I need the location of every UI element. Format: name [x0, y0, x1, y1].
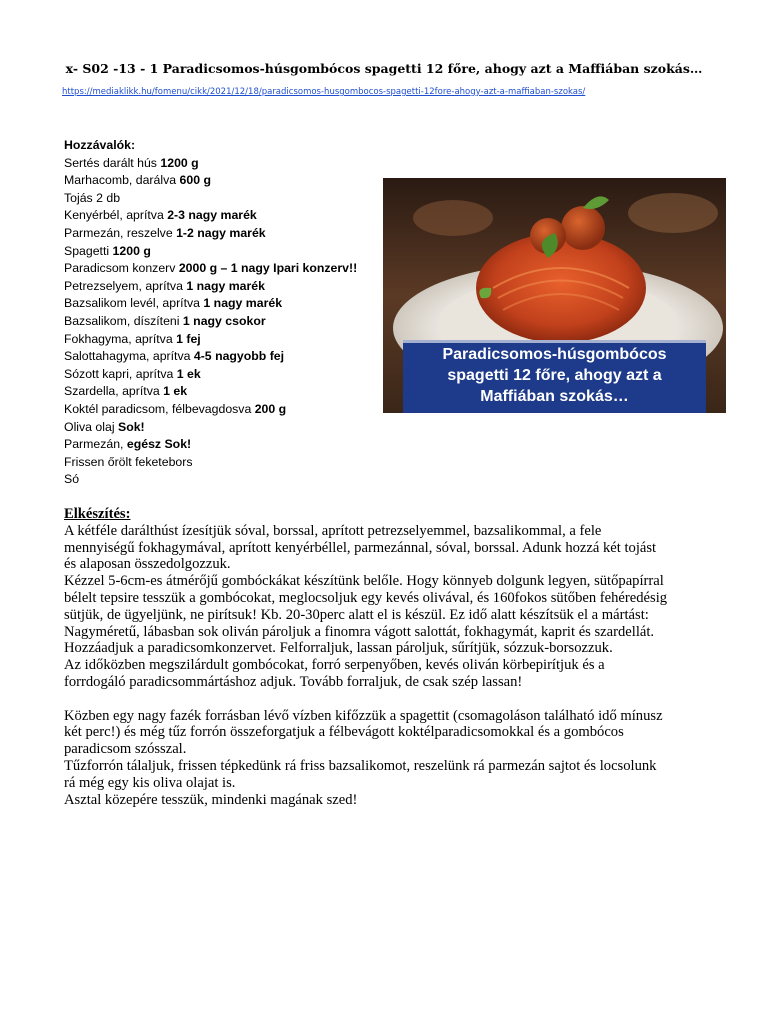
ingredient-item — [64, 190, 374, 208]
ingredient-quantity: 600 g — [179, 173, 211, 188]
ingredient-quantity: 1200 g — [112, 243, 151, 258]
ingredient-name: Spagetti — [64, 243, 113, 258]
ingredient-item — [64, 295, 374, 313]
ingredient-name: Parmezán, — [64, 437, 127, 452]
preparation-heading: Elkészítés: — [64, 506, 131, 522]
preparation-line: Az időközben megszilárdult gombócokat, forró serpenyőben, kevés oliván körbepirítjuk és a — [64, 657, 605, 674]
ingredient-name: Fokhagyma, aprítva — [64, 331, 177, 346]
recipe-photo — [383, 178, 726, 413]
ingredient-item — [64, 172, 374, 190]
source-link[interactable]: https://mediaklikk.hu/fomenu/cikk/2021/12/18/paradicsomos-husgombocos-spagetti-12fore-ahogy-azt-a-maffiaban-szokas/ — [62, 87, 586, 97]
ingredient-name: Parmezán, reszelve — [64, 225, 177, 240]
preparation-line: két perc!) és még tűz forrón összeforgatjuk a félbevágott koktélparadicsomokkal és a gombócos — [64, 724, 624, 741]
ingredients-heading: Hozzávalók: — [64, 138, 136, 152]
ingredient-name: Sertés darált hús — [64, 155, 161, 170]
ingredient-name: Salottahagyma, aprítva — [64, 349, 194, 364]
ingredient-item — [64, 243, 374, 261]
preparation-line: Közben egy nagy fazék forrásban lévő vízben kifőzzük a spagettit (csomagoláson található idő mínusz — [64, 707, 663, 724]
ingredient-quantity: 1 nagy marék — [203, 296, 283, 311]
ingredient-name: Oliva olaj — [64, 419, 118, 434]
preparation-line: bélelt tepsire tesszük a gombócokat, meglocsoljuk egy kevés olivával, és 160fokos sütőben fehéredésig — [64, 589, 668, 606]
ingredient-quantity: 2-3 nagy marék — [167, 208, 257, 223]
ingredient-name: Petrezselyem, aprítva — [64, 278, 187, 293]
ingredient-name: Bazsalikom levél, aprítva — [64, 296, 204, 311]
ingredient-quantity: 1 ek — [163, 384, 188, 399]
photo-banner-text — [383, 344, 726, 407]
ingredient-quantity: 1 nagy csokor — [182, 313, 266, 328]
ingredient-name: Kenyérbél, aprítva — [64, 208, 168, 223]
preparation-line: rá még egy kis oliva olajat is. — [64, 774, 236, 791]
preparation-line: Kézzel 5-6cm-es átmérőjű gombóckákat készítünk belőle. Hogy könnyeb dolgunk legyen, sütőpapírral — [64, 573, 664, 590]
preparation-line: és alaposan összedolgozzuk. — [64, 556, 231, 573]
ingredient-name: Frissen őrölt feketebors — [64, 454, 193, 469]
ingredient-name: Marhacomb, darálva — [64, 173, 180, 188]
ingredient-quantity: 1 fej — [176, 331, 201, 346]
ingredients-list — [64, 155, 374, 489]
preparation-line: Tűzforrón tálaljuk, frissen tépkedünk rá friss bazsalikomot, reszelünk rá parmezán sajtot és locsolunk — [64, 757, 657, 774]
ingredient-name: Szardella, aprítva — [64, 384, 164, 399]
ingredient-quantity: Sok! — [118, 419, 145, 434]
ingredient-item — [64, 278, 374, 296]
preparation-text — [64, 523, 714, 809]
ingredient-quantity: 4-5 nagyobb fej — [193, 349, 285, 364]
ingredient-item — [64, 436, 374, 454]
ingredient-quantity: 1200 g — [160, 155, 199, 170]
preparation-line: Asztal közepére tesszük, mindenki magának szed! — [64, 791, 358, 808]
ingredient-name: Só — [64, 472, 80, 487]
ingredient-item — [64, 260, 374, 278]
ingredient-quantity: 1 ek — [176, 366, 201, 381]
ingredient-item — [64, 225, 374, 243]
preparation-line: sütjük, de ügyeljünk, ne pirítsuk! Kb. 20-30perc alatt el is készül. Ez idő alatt készítsük el a mártást: — [64, 606, 649, 623]
ingredient-name: Sózott kapri, aprítva — [64, 366, 177, 381]
ingredient-quantity: 1-2 nagy marék — [176, 225, 266, 240]
ingredient-item — [64, 331, 374, 349]
ingredient-item — [64, 401, 374, 419]
ingredient-item — [64, 454, 374, 472]
preparation-section — [64, 506, 714, 808]
ingredient-item — [64, 155, 374, 173]
paragraph-gap — [64, 691, 714, 708]
banner-line-1: Paradicsomos-húsgombócos — [442, 346, 667, 363]
ingredient-quantity: 200 g — [254, 401, 287, 416]
document-title: x- S02 -13 - 1 Paradicsomos-húsgombócos spagetti 12 főre, ahogy azt a Maffiában szokás… — [65, 61, 703, 76]
ingredient-item — [64, 348, 374, 366]
preparation-line: Nagyméretű, lábasban sok oliván pároljuk a finomra vágott salottát, fokhagymát, kaprit és szardellát. — [64, 623, 655, 640]
preparation-line: A kétféle darálthúst ízesítjük sóval, borssal, aprított petrezselyemmel, bazsalikommal, a fele — [64, 522, 602, 539]
ingredient-quantity: egész Sok! — [126, 437, 192, 452]
banner-line-3: Maffiában szokás… — [480, 388, 629, 405]
ingredient-item — [64, 419, 374, 437]
ingredients-section — [64, 137, 374, 489]
ingredient-name: Bazsalikom, díszíteni — [64, 313, 183, 328]
ingredient-quantity: 2000 g – 1 nagy Ipari konzerv!! — [178, 261, 358, 276]
preparation-line: mennyiségű fokhagymával, aprított kenyérbéllel, parmezánnal, sóval, borssal. Adunk hozzá két tojást — [64, 539, 657, 556]
ingredient-quantity: 1 nagy marék — [186, 278, 265, 293]
preparation-line: Hozzáadjuk a paradicsomkonzervet. Felforraljuk, lassan pároljuk, sűrítjük, sózzuk-borsozzuk. — [64, 640, 613, 657]
ingredient-item — [64, 313, 374, 331]
preparation-line: forrdogáló paradicsommártáshoz adjuk. Tovább forraljuk, de csak szép lassan! — [64, 673, 523, 690]
ingredient-name: Tojás 2 db — [64, 190, 121, 205]
ingredient-item — [64, 383, 374, 401]
ingredient-name: Paradicsom konzerv — [64, 261, 179, 276]
ingredient-item — [64, 207, 374, 225]
ingredient-item — [64, 366, 374, 384]
banner-line-2: spagetti 12 főre, ahogy azt a — [447, 367, 662, 384]
preparation-line: paradicsom szósszal. — [64, 741, 187, 758]
ingredient-name: Koktél paradicsom, félbevagdosva — [64, 401, 255, 416]
ingredient-item — [64, 471, 374, 489]
